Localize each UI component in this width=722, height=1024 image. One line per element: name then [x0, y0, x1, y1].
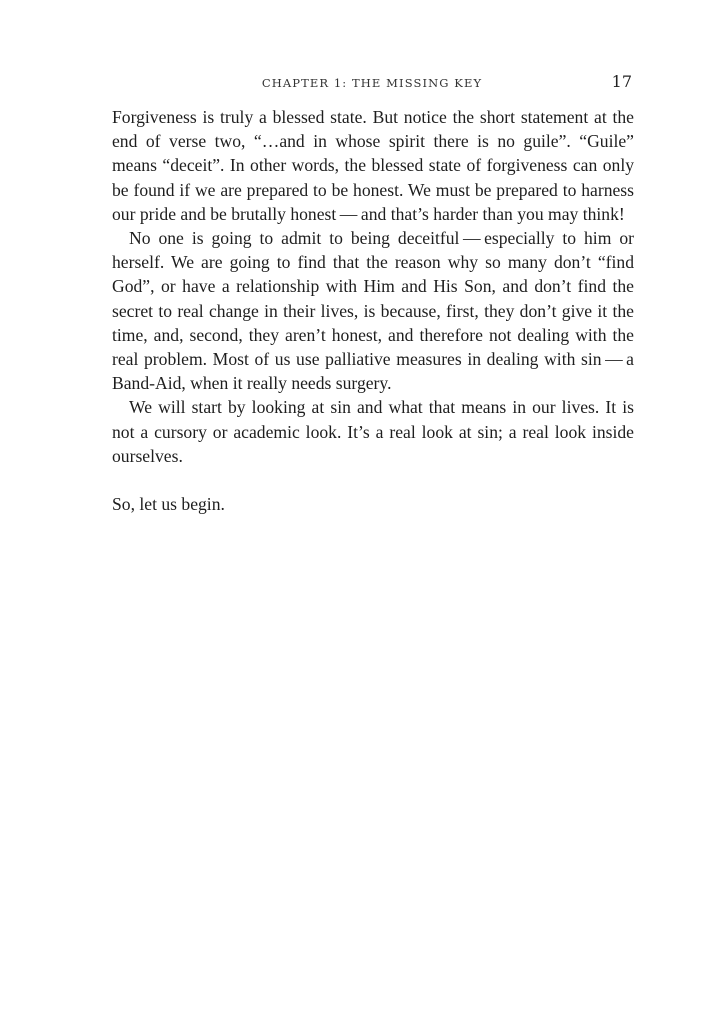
chapter-title: CHAPTER 1: THE MISSING KEY [261, 76, 483, 90]
running-header [112, 74, 632, 94]
paragraph: Forgiveness is truly a blessed state. But notice the short statement at the end of verse two, “…and in whose spirit there is no guile”. “Guile” means “deceit”. In other words, the blessed state of forgiveness can only be found if we are prepared to be honest. We must be prepared to harness our pride and be brutally honest — and that’s harder than you may think! [112, 107, 634, 224]
paragraph: We will start by looking at sin and what that means in our lives. It is not a cursory or academic look. It’s a real look at sin; a real look inside ourselves. [112, 397, 634, 466]
closing-line: So, let us begin. [112, 494, 225, 515]
body-text [112, 105, 634, 516]
paragraph: No one is going to admit to being deceitful — especially to him or herself. We are going to find that the reason why so many don’t “find God”, or have a relationship with Him and His Son, and don’t find the secret to real change in their lives, is because, first, they don’t give it the time, and, second, they aren’t honest, and therefore not dealing with the real problem. Most of us use palliative measures in dealing with sin — a Band-Aid, when it really needs surgery. [112, 228, 634, 394]
page-number: 17 [611, 72, 632, 91]
